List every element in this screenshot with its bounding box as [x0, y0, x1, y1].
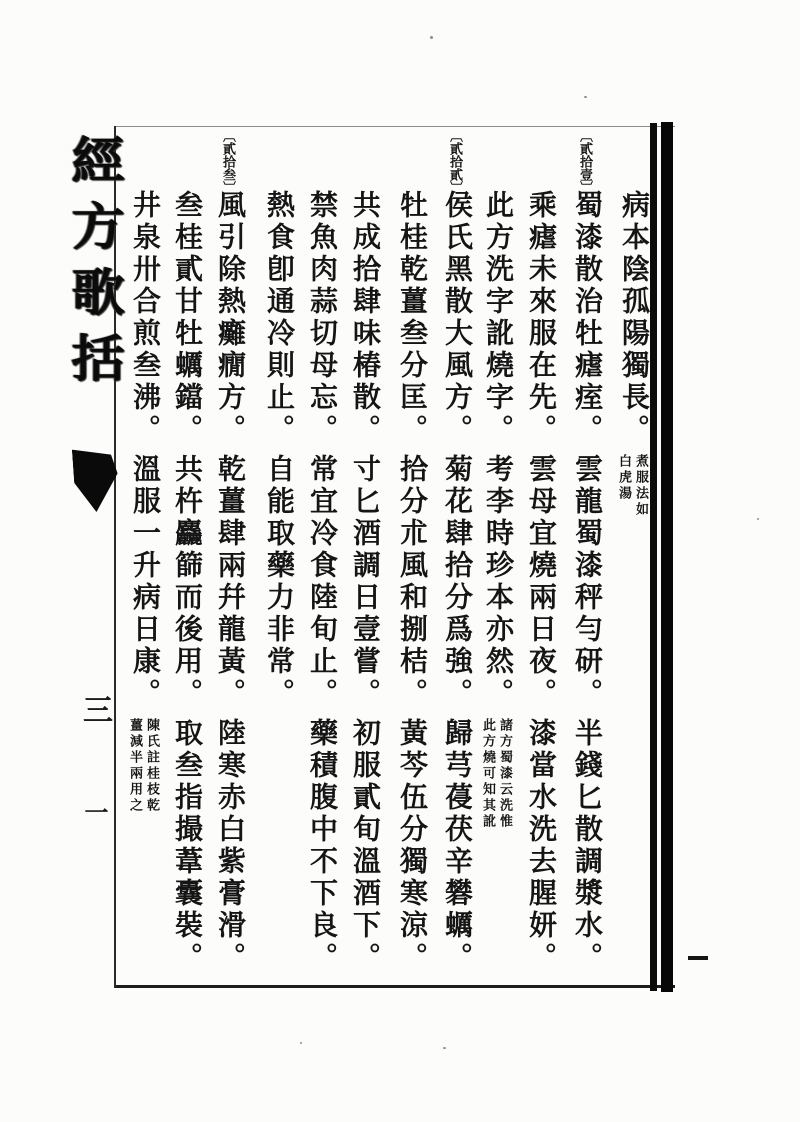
folio-number-lower: 一 [80, 800, 106, 824]
dust-speck [584, 96, 587, 98]
verse-phrase: 雲母宜燒兩日夜。 [525, 454, 556, 710]
annotation-line: 煮服法如 [634, 454, 649, 518]
verse-phrase: 歸芎葠茯辛礬蠣。 [441, 718, 472, 974]
verse-phrase: 共成拾肆味椿散。 [349, 190, 380, 446]
verse-phrase: 此方洗字訛燒字。 [482, 190, 513, 446]
page-border-right-outer [661, 122, 673, 992]
section-number-header: ︹貳拾貳︺ [448, 129, 463, 194]
verse-phrase: 共杵麤篩而後用。 [171, 454, 202, 710]
verse-phrase: 熱食卽通冷則止。 [263, 190, 294, 446]
verse-phrase: 藥積腹中不下良。 [306, 718, 337, 974]
verse-phrase: 風引除熱癱癇方。 [214, 190, 245, 446]
annotation-line: 白虎湯 [617, 454, 632, 502]
page-border-top [115, 126, 675, 127]
verse-phrase: 蜀漆散治牡瘧痓。 [571, 190, 602, 446]
verse-phrase: 常宜冷食陸旬止。 [306, 454, 337, 710]
section-number-header: ︹貳拾壹︺ [578, 129, 593, 194]
verse-phrase: 乾薑肆兩幷龍黃。 [214, 454, 245, 710]
verse-phrase: 病本陰孤陽獨長。 [618, 190, 649, 446]
verse-phrase: 菊花肆拾分爲強。 [441, 454, 472, 710]
ink-smudge [72, 447, 120, 514]
verse-phrase: 牡桂乾薑叁分匡。 [396, 190, 427, 446]
verse-phrase: 寸匕酒調日壹嘗。 [349, 454, 380, 710]
page-border-bottom [115, 985, 675, 988]
page-border-right-inner [650, 123, 657, 991]
verse-phrase: 溫服一升病日康。 [129, 454, 160, 710]
annotation-line: 此方燒可知其訛 [481, 718, 496, 830]
verse-phrase: 自能取藥力非常。 [263, 454, 294, 710]
folio-number-upper: 三 [78, 694, 111, 724]
dust-speck [430, 36, 433, 39]
book-title: 經方歌括 [64, 134, 124, 398]
verse-phrase: 侯氏黑散大風方。 [441, 190, 472, 446]
verse-phrase: 半錢匕散調漿水。 [571, 718, 602, 974]
annotation-line: 陳氏註桂枝乾 [145, 718, 160, 814]
dust-speck [443, 1047, 446, 1049]
verse-phrase: 考李時珍本亦然。 [482, 454, 513, 710]
verse-phrase: 取叁指撮葦囊裝。 [171, 718, 202, 974]
verse-phrase: 禁魚肉蒜切母忘。 [306, 190, 337, 446]
verse-phrase: 井泉卅合煎叁沸。 [129, 190, 160, 446]
verse-phrase: 乘瘧未來服在先。 [525, 190, 556, 446]
dust-speck [757, 518, 759, 520]
margin-tick-mark [688, 956, 708, 960]
verse-phrase: 黃芩伍分獨寒涼。 [396, 718, 427, 974]
verse-phrase: 初服貳旬溫酒下。 [349, 718, 380, 974]
annotation-line: 薑減半兩用之 [128, 718, 143, 814]
annotation-line: 諸方蜀漆云洗惟 [498, 718, 513, 830]
annotation-note [479, 718, 514, 830]
verse-phrase: 漆當水洗去腥妍。 [525, 718, 556, 974]
dust-speck [300, 1042, 302, 1044]
verse-phrase: 陸寒赤白紫膏滑。 [214, 718, 245, 974]
annotation-note [615, 454, 650, 518]
section-number-header: ︹貳拾叁︺ [221, 129, 236, 194]
verse-phrase: 雲龍蜀漆秤勻研。 [571, 454, 602, 710]
verse-phrase: 叁桂貳甘牡蠣鐺。 [171, 190, 202, 446]
annotation-note [126, 718, 161, 814]
verse-phrase: 拾分朮風和捌桔。 [396, 454, 427, 710]
